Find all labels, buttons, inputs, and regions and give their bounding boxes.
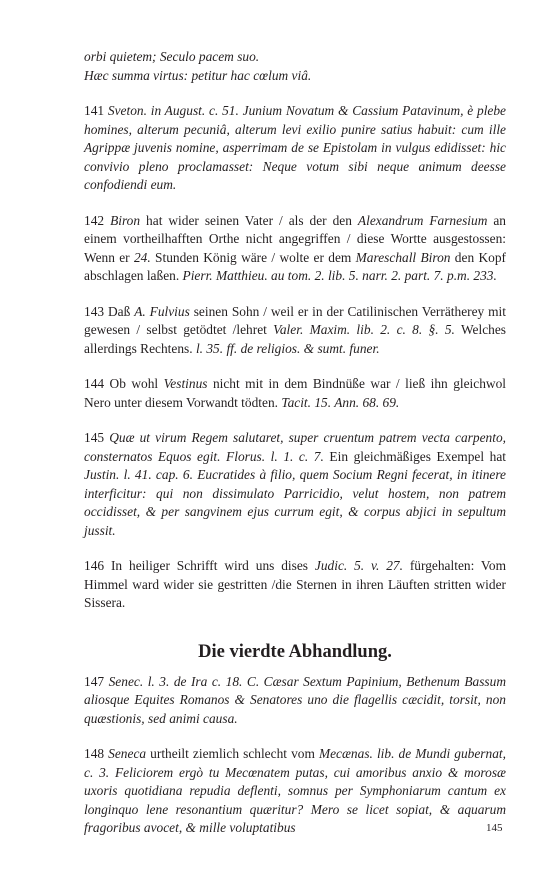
footnote-italic-text: Tacit. 15. Ann. 68. 69. [281,394,400,410]
footnote [84,745,506,838]
footnote-italic-text: Senec. l. 3. de Ira c. 18. C. Cæsar Sextum Papinium, Bethenum Bassum aliosque Equites Romanos & Senatores uno die flagellis cæcidit, torsit, non quæstionis, sed animi causa. [84,673,506,726]
footnote [84,557,506,613]
footnote-text: hat wider seinen Vater / als der den [140,212,358,228]
footnote-text: 147 [84,673,109,689]
footnote-italic-text: A. Fulvius [134,303,190,319]
footnote-text: den Kopf abschlagen laßen. [84,249,506,283]
footnote-italic-text: 24. [133,249,151,265]
footnote-italic-text: Pierr. Matthieu. au tom. 2. lib. 5. narr. 2. part. 7. p.m. 233. [182,268,497,283]
footnote-italic-text: Hæc summa virtus: petitur hac cœlum viâ. [84,67,312,83]
footnote [84,429,506,540]
footnote-text: urtheilt ziemlich schlecht vom [146,746,319,761]
footnote-text: seinen Sohn / weil er in der Catilinischen Verrätherey mit gewesen / selbst getödtet /lehret [84,303,506,337]
footnote [84,375,506,412]
footnote-text: nicht mit in dem Bindnüße war / ließ ihn gleichwol Nero unter diesem Vorwandt tödten. [84,376,506,410]
footnote-italic-text: orbi quietem; Seculo pacem suo. [84,49,260,64]
footnote-text: Welches allerdings Rechtens. [84,322,506,356]
notes-section [84,673,506,838]
footnote-text: 145 [84,430,110,445]
footnote [84,102,506,195]
footnote-text: 142 [84,212,111,228]
page-body [84,48,506,855]
footnote-italic-text: Alexandrum Farnesium [357,212,488,228]
footnote-italic-text: Vestinus [163,376,208,391]
footnote-italic-text: l. 35. ff. de religios. & sumt. funer. [195,340,380,356]
footnote-text: 144 Ob wohl [84,376,164,391]
footnote [84,303,506,359]
section-heading: Die vierdte Abhandlung. [198,641,392,662]
footnote [84,212,506,286]
footnote-text: 146 In heiliger Schrifft wird uns dises [84,558,315,573]
notes-section [84,48,506,613]
footnote [84,673,506,729]
footnote-italic-text: Biron [110,212,141,228]
footnote-italic-text: Justin. l. 41. cap. 6. Eucratides à filio, quem Socium Regni fecerat, in itinere interficitur: qui non dissimulato Parricidio, velut hostem, non patrem occidisset, & per sangvinem ejus currum egit, & corpus abjici in sepultum jussit. [84,467,506,538]
footnote [84,48,506,85]
footnote-italic-text: Mecænas. lib. de Mundi gubernat, c. 3. Feliciorem ergò tu Mecœnatem putas, cui amoribus anxio & morosæ uxoris quotidiana repudia deflenti, somnus per Symphoniarum cantum ex longinquo lene resonantium quæritur? Mero se licet sopiat, & aquarum fragoribus avocet, & mille voluptatibus [84,746,506,835]
footnote-italic-text: Mareschall Biron [355,249,451,265]
footnote-text: an einem vortheilhafften Orthe nicht angegriffen / diese Wortte ausgestossen: Wenn er [84,212,506,265]
footnote-text: 141 [84,103,108,118]
footnote-text: Stunden König wäre / wolte er dem [150,249,356,265]
footnote-text: 148 [84,746,109,761]
footnote-italic-text: Seneca [108,746,147,761]
footnote-italic-text: Quæ ut virum Regem salutaret, super cruentum patrem vecta carpento, consternatos Equos egit. Florus. l. 1. c. 7. [84,430,506,464]
footnote-text: Ein gleichmäßiges Exempel hat [323,448,507,464]
page-number: 145 [486,822,503,834]
footnote-text: fürgehalten: Vom Himmel ward wider sie gestritten /die Sternen in ihren Läuften stritten wider Sissera. [84,558,506,610]
footnote-italic-text: Valer. Maxim. lib. 2. c. 8. §. 5. [273,322,455,337]
footnote-italic-text: Judic. 5. v. 27. [314,558,403,573]
footnote-text: 143 Daß [84,303,135,319]
footnote-italic-text: Sveton. in August. c. 51. Junium Novatum & Cassium Patavinum, è plebe homines, alterum pecuniâ, alterum levi exilio punire satius habuit: cum ille Agrippæ juvenis nomine, asperrimam de se Epistolam in vulgus edidisset: hic convivio pleno proclamasset: Neque votum sibi neque animum deesse confodiendi eum. [84,103,506,192]
